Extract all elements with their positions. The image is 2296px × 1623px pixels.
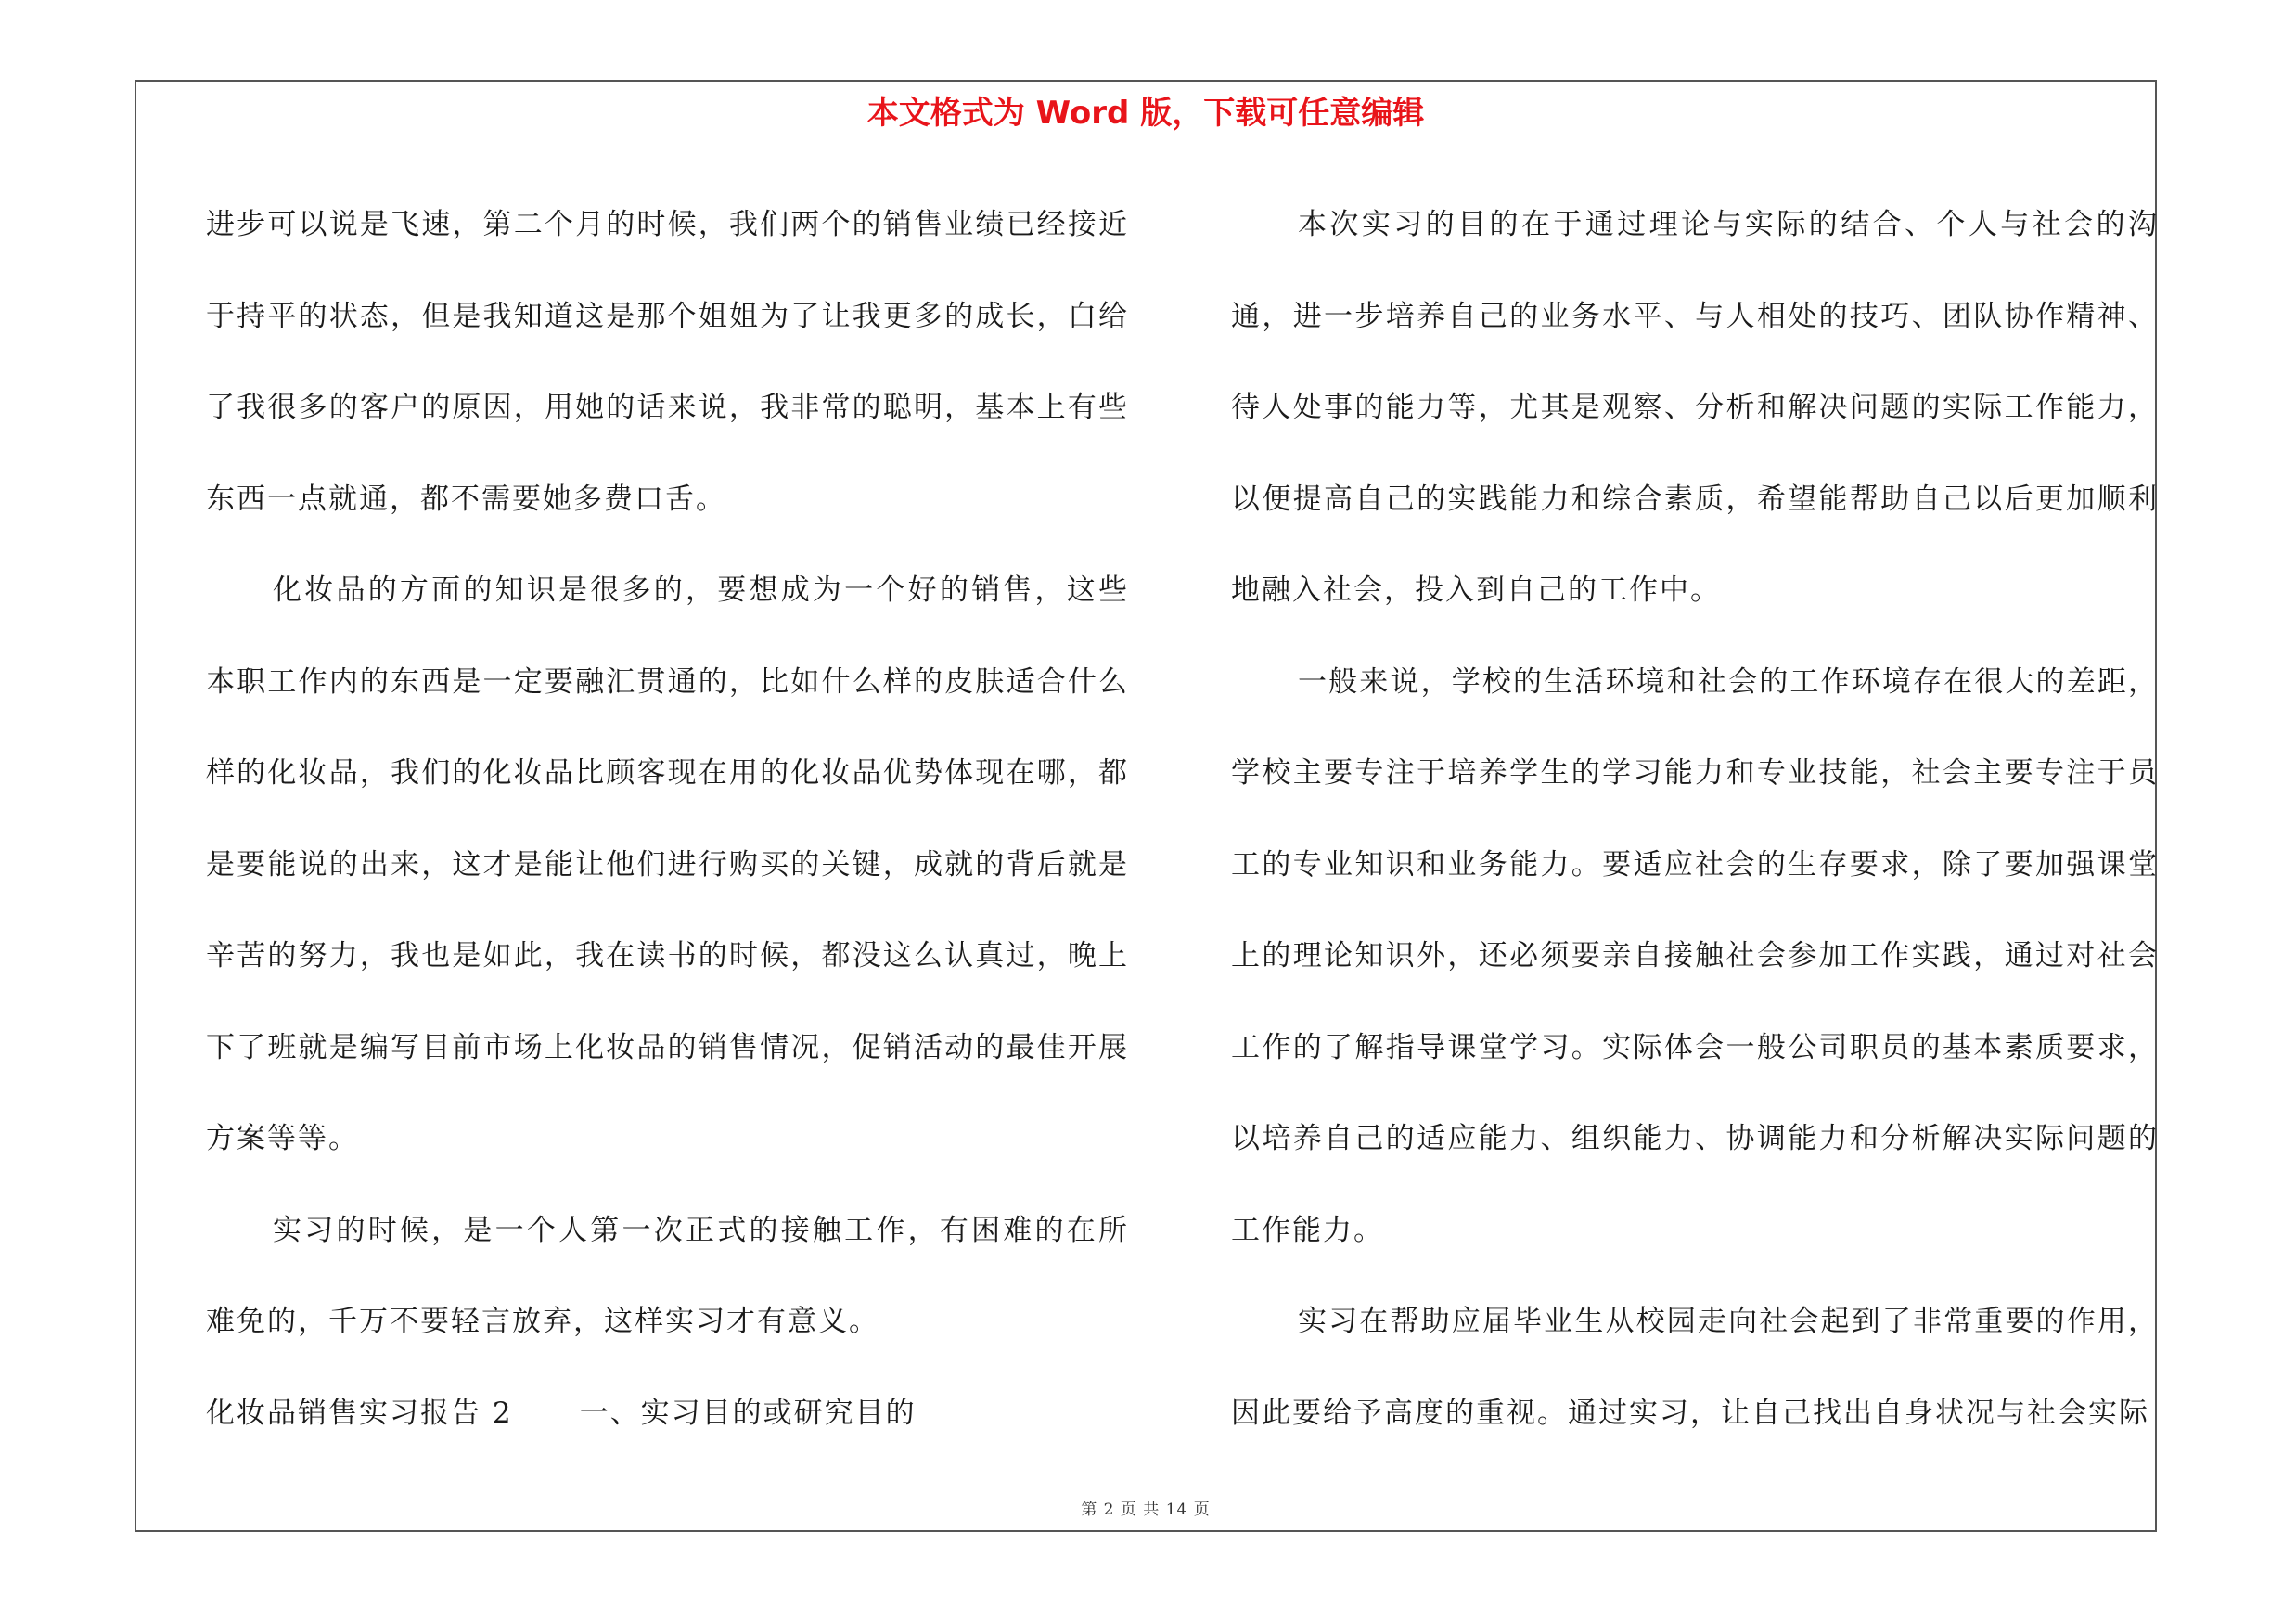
left-paragraph-1: 进步可以说是飞速，第二个月的时候，我们两个的销售业绩已经接近于持平的状态，但是我知道这是那个姐姐为了让我更多的成长，白给了我很多的客户的原因，用她的话来说，我非常的聪明，基本上有些东西一点就通，都不需要她多费口舌。 xyxy=(206,208,1129,516)
right-paragraph-3: 实习在帮助应届毕业生从校园走向社会起到了非常重要的作用，因此要给予高度的重视。通过实习，让自己找出自身状况与社会实际 xyxy=(1231,1305,2159,1430)
right-paragraph-1: 本次实习的目的在于通过理论与实际的结合、个人与社会的沟通，进一步培养自己的业务水平、与人相处的技巧、团队协作精神、待人处事的能力等，尤其是观察、分析和解决问题的实际工作能力，以便提高自己的实践能力和综合素质，希望能帮助自己以后更加顺利地融入社会，投入到自己的工作中。 xyxy=(1231,208,2159,607)
right-paragraph-2: 一般来说，学校的生活环境和社会的工作环境存在很大的差距，学校主要专注于培养学生的学习能力和专业技能，社会主要专注于员工的专业知识和业务能力。要适应社会的生存要求，除了要加强课堂上的理论知识外，还必须要亲自接触社会参加工作实践，通过对社会工作的了解指导课堂学习。实际体会一般公司职员的基本素质要求，以培养自己的适应能力、组织能力、协调能力和分析解决实际问题的工作能力。 xyxy=(1231,664,2159,1247)
report-heading-line xyxy=(206,1368,1129,1460)
word-format-banner: 本文格式为 Word 版，下载可任意编辑 xyxy=(866,95,1425,132)
right-column xyxy=(1231,179,2159,1459)
left-paragraph-3: 实习的时候，是一个人第一次正式的接触工作，有困难的在所难免的，千万不要轻言放弃，这样实习才有意义。 xyxy=(206,1213,1129,1338)
section-heading: 一、实习目的或研究目的 xyxy=(579,1396,917,1430)
report-title: 化妆品销售实习报告 2 xyxy=(206,1396,513,1430)
left-paragraph-2: 化妆品的方面的知识是很多的，要想成为一个好的销售，这些本职工作内的东西是一定要融汇贯通的，比如什么样的皮肤适合什么样的化妆品，我们的化妆品比顾客现在用的化妆品优势体现在哪，都是要能说的出来，这才是能让他们进行购买的关键，成就的背后就是辛苦的努力，我也是如此，我在读书的时候，都没这么认真过，晚上下了班就是编写目前市场上化妆品的销售情况，促销活动的最佳开展方案等等。 xyxy=(206,573,1129,1155)
page-frame xyxy=(135,80,2157,1532)
page-number-footer: 第 2 页 共 14 页 xyxy=(1081,1501,1211,1519)
left-column xyxy=(206,179,1129,1459)
